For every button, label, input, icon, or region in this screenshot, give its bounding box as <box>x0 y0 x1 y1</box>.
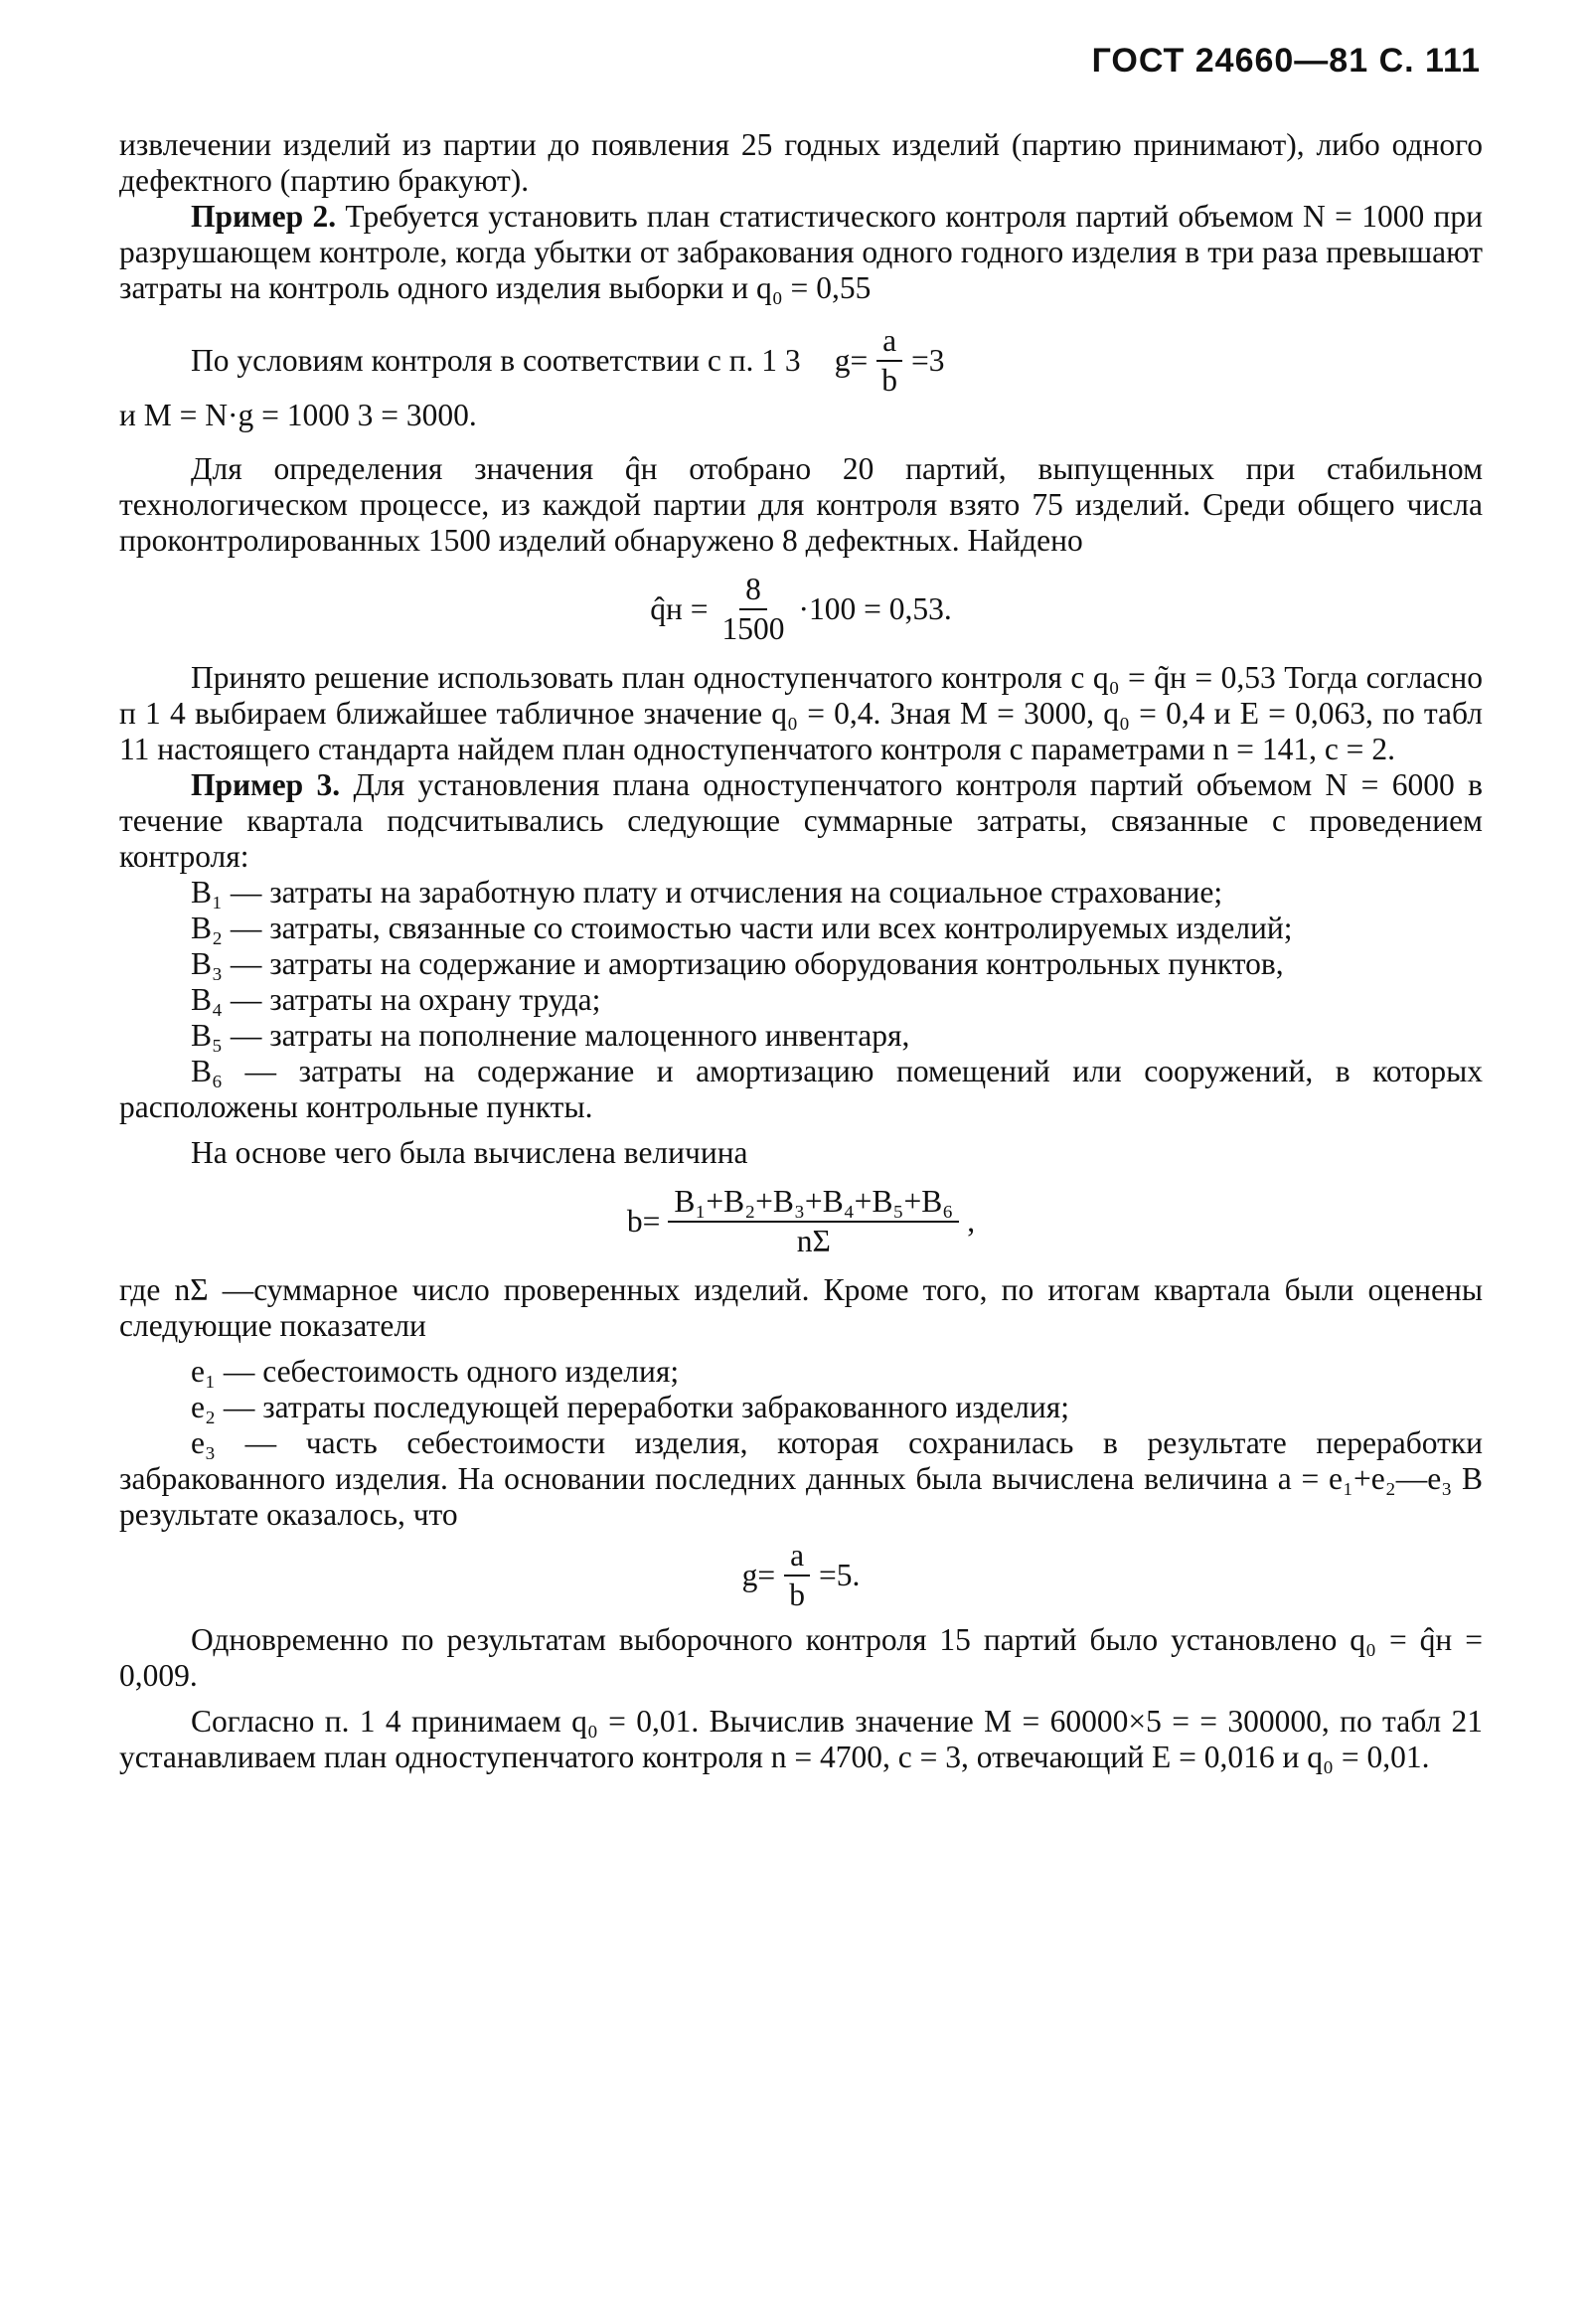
b-lhs: b= <box>626 1204 661 1239</box>
fraction-numerator: 8 <box>739 573 767 610</box>
example-3-paragraph <box>119 767 1483 875</box>
indicator-e1: e₁ — себестоимость одного изделия; <box>191 1354 680 1389</box>
b-rhs: , <box>967 1204 976 1239</box>
indicator-e2: e₂ — затраты последующей переработки забракованного изделия; <box>191 1390 1069 1424</box>
page-header: ГОСТ 24660—81 С. 111 <box>1091 42 1481 80</box>
example-2-label: Пример 2. <box>191 199 337 234</box>
fraction-numerator: B₁+B₂+B₃+B₄+B₅+B₆ <box>668 1185 959 1223</box>
where-paragraph: где nΣ —суммарное число проверенных изделий. Кроме того, по итогам квартала были оценены следующие показатели <box>119 1272 1483 1343</box>
b-fraction <box>668 1185 959 1258</box>
fraction-numerator: a <box>784 1539 810 1577</box>
g2-lhs: g= <box>741 1558 776 1592</box>
condition-formula-line <box>119 324 1483 398</box>
a-over-b-fraction <box>875 324 903 398</box>
q-estimate-formula <box>119 573 1483 646</box>
m-calculation-line: и M = N·g = 1000 3 = 3000. <box>119 398 477 432</box>
example-2-text: Требуется установить план статистического контроля партий объемом N = 1000 при разрушающем контроле, когда убытки от забракования одного годного изделия в три раза превышают затраты на контроль одного изделия выборки и q₀ = 0,55 <box>119 199 1483 305</box>
indicator-e3: e₃ — часть себестоимости изделия, которая сохранилась в результате переработки забракованного изделия. На основании последних данных была вычислена величина a = e₁+e₂—e₃ В результате оказалось, что <box>119 1425 1483 1532</box>
example-3-text: Для установления плана одноступенчатого контроля партий объемом N = 6000 в течение квартала подсчитывались следующие суммарные затраты, связанные с проведением контроля: <box>119 767 1483 874</box>
final-paragraph: Согласно п. 1 4 принимаем q₀ = 0,01. Вычислив значение M = 60000×5 = = 300000, по табл 21 устанавливаем план одноступенчатого контроля n = 4700, c = 3, отвечающий E = 0,016 и q₀ = 0,01. <box>119 1704 1483 1774</box>
fraction-numerator: a <box>876 324 902 362</box>
g2-rhs: =5. <box>818 1558 861 1592</box>
q-definition-paragraph: Для определения значения q̂н отобрано 20 партий, выпущенных при стабильном технологическом процессе, из каждой партии для контроля взято 75 изделий. Среди общего числа проконтролированных 1500 изделий обнаружено 8 дефектных. Найдено <box>119 451 1483 558</box>
b-formula <box>119 1185 1483 1258</box>
cost-item-b1: B₁ — затраты на заработную плату и отчисления на социальное страхование; <box>191 875 1223 910</box>
cost-item-b5: B₅ — затраты на пополнение малоценного инвентаря, <box>191 1018 910 1053</box>
condition-text: По условиям контроля в соответствии с п. 1 3 <box>191 343 801 378</box>
g-result-formula <box>119 1539 1483 1612</box>
fraction-denominator: 1500 <box>721 611 785 646</box>
q-estimate-fraction <box>716 573 790 646</box>
cost-item-b6: B₆ — затраты на содержание и амортизацию помещений или сооружений, в которых расположены контрольные пункты. <box>119 1054 1483 1124</box>
simultaneous-paragraph: Одновременно по результатам выборочного контроля 15 партий было установлено q₀ = q̂н = 0,009. <box>119 1622 1483 1693</box>
q-estimate-rhs: ·100 = 0,53. <box>798 591 952 626</box>
g2-fraction <box>783 1539 811 1612</box>
g-lhs: g= <box>834 343 869 378</box>
decision-paragraph: Принято решение использовать план одноступенчатого контроля с q₀ = q̃н = 0,53 Тогда согласно п 1 4 выбираем ближайшее табличное значение q₀ = 0,4. Зная M = 3000, q₀ = 0,4 и E = 0,063, по табл 11 настоящего стандарта найдем план одноступенчатого контроля с параметрами n = 141, c = 2. <box>119 660 1483 766</box>
basis-paragraph: На основе чего была вычислена величина <box>191 1135 748 1170</box>
example-3-label: Пример 3. <box>191 767 341 802</box>
document-body <box>119 127 1483 1775</box>
fraction-denominator: b <box>881 363 897 398</box>
example-2-paragraph <box>119 199 1483 306</box>
q-estimate-lhs: q̂н = <box>650 591 709 626</box>
cost-item-b4: B₄ — затраты на охрану труда; <box>191 982 601 1017</box>
cost-item-b2: B₂ — затраты, связанные со стоимостью части или всех контролируемых изделий; <box>191 911 1293 945</box>
fraction-denominator: nΣ <box>796 1224 831 1258</box>
fraction-denominator: b <box>789 1577 805 1612</box>
cost-item-b3: B₃ — затраты на содержание и амортизацию оборудования контрольных пунктов, <box>191 946 1284 981</box>
g-rhs: =3 <box>910 343 945 378</box>
paragraph-continuation: извлечении изделий из партии до появления 25 годных изделий (партию принимают), либо одного дефектного (партию бракуют). <box>119 127 1483 198</box>
